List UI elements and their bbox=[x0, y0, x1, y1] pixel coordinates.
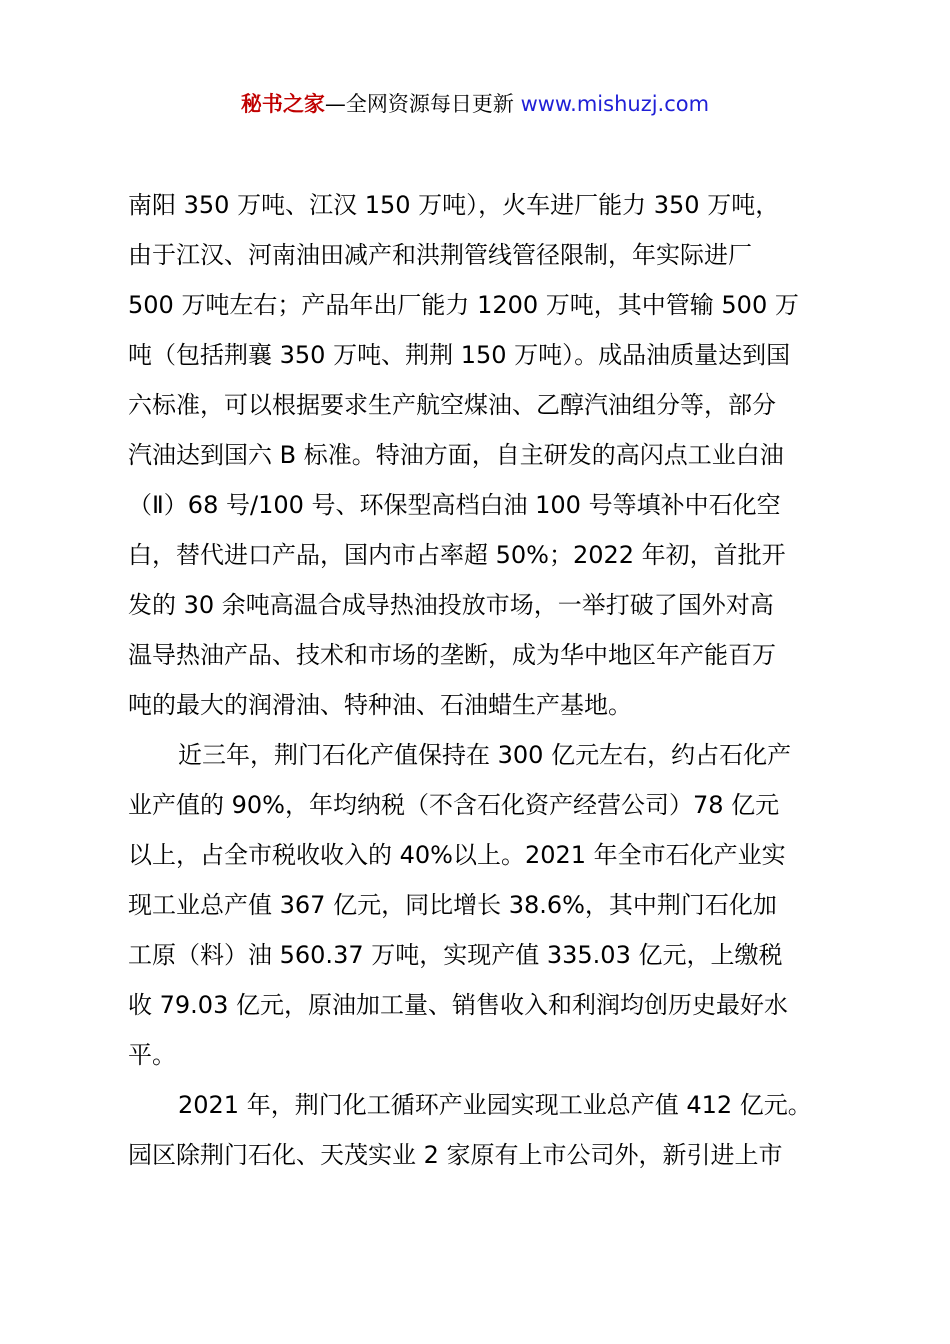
paragraph-first-line: 2021 年，荆门化工循环产业园实现工业总产值 412 亿元。 bbox=[178, 1091, 812, 1119]
text-line: 工原（料）油 560.37 万吨，实现产值 335.03 亿元，上缴税 bbox=[128, 941, 783, 969]
text-line: 由于江汉、河南油田减产和洪荆管线管径限制，年实际进厂 bbox=[128, 241, 752, 269]
site-url-link[interactable]: www.mishuzj.com bbox=[520, 92, 710, 116]
text-line: 汽油达到国六 B 标准。特油方面，自主研发的高闪点工业白油 bbox=[128, 441, 784, 469]
text-line: 以上，占全市税收收入的 40%以上。2021 年全市石化产业实 bbox=[128, 841, 786, 869]
text-line: （Ⅱ）68 号/100 号、环保型高档白油 100 号等填补中石化空 bbox=[128, 491, 781, 519]
header-tagline: —全网资源每日更新 bbox=[324, 92, 521, 116]
text-line: 南阳 350 万吨、江汉 150 万吨），火车进厂能力 350 万吨， bbox=[128, 191, 780, 219]
text-line: 平。 bbox=[128, 1041, 176, 1069]
brand-name: 秘书之家 bbox=[240, 92, 325, 116]
text-line: 六标准，可以根据要求生产航空煤油、乙醇汽油组分等，部分 bbox=[128, 391, 776, 419]
text-line: 现工业总产值 367 亿元，同比增长 38.6%，其中荆门石化加 bbox=[128, 891, 777, 919]
text-line: 收 79.03 亿元，原油加工量、销售收入和利润均创历史最好水 bbox=[128, 991, 788, 1019]
text-line: 发的 30 余吨高温合成导热油投放市场，一举打破了国外对高 bbox=[128, 591, 774, 619]
text-line: 园区除荆门石化、天茂实业 2 家原有上市公司外，新引进上市 bbox=[128, 1141, 783, 1169]
text-line: 吨的最大的润滑油、特种油、石油蜡生产基地。 bbox=[128, 691, 632, 719]
text-line: 温导热油产品、技术和市场的垄断，成为华中地区年产能百万 bbox=[128, 641, 776, 669]
paragraph-first-line: 近三年，荆门石化产值保持在 300 亿元左右，约占石化产 bbox=[178, 741, 792, 769]
text-line: 业产值的 90%，年均纳税（不含石化资产经营公司）78 亿元 bbox=[128, 791, 780, 819]
document-body bbox=[128, 180, 840, 1180]
text-line: 吨（包括荆襄 350 万吨、荆荆 150 万吨）。成品油质量达到国 bbox=[128, 341, 791, 369]
text-line: 500 万吨左右；产品年出厂能力 1200 万吨，其中管输 500 万 bbox=[128, 291, 799, 319]
text-line: 白，替代进口产品，国内市占率超 50%；2022 年初，首批开 bbox=[128, 541, 786, 569]
site-header bbox=[0, 88, 950, 120]
